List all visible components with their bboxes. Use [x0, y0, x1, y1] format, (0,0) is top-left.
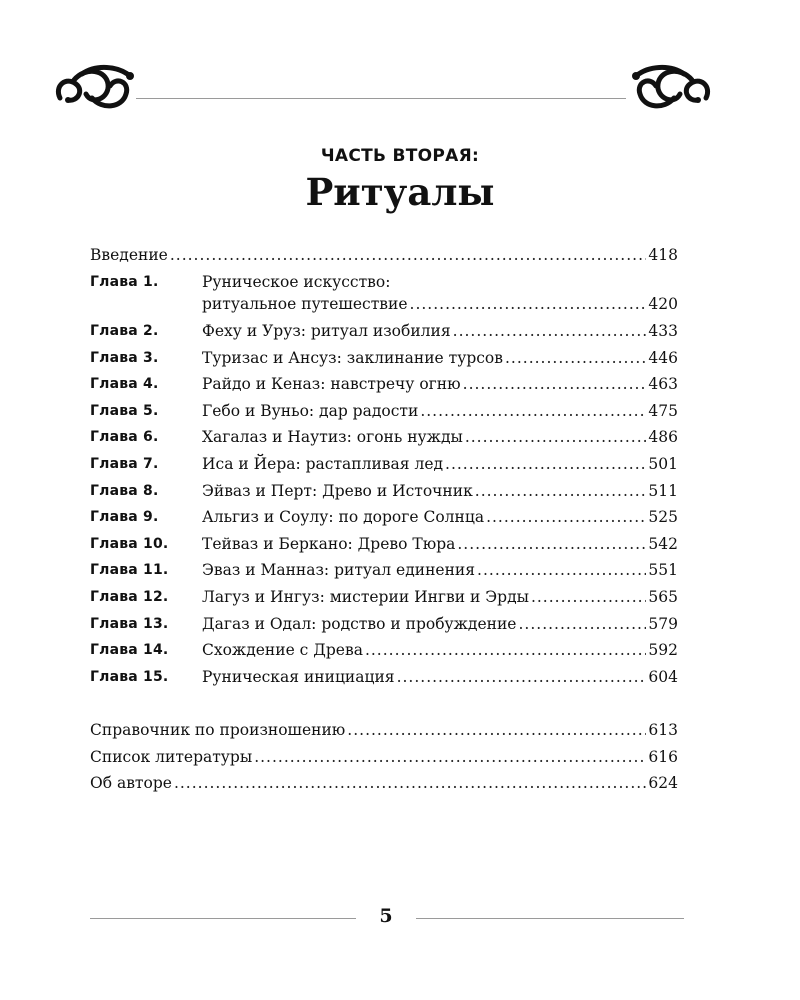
toc-entry-chapter-3: [90, 347, 678, 369]
chapter-label: Глава 15.: [90, 668, 169, 685]
toc-entry-chapter-14: [90, 639, 678, 661]
toc-entry-chapter-1-cont: [90, 293, 678, 315]
toc-entry-title: Иса и Йера: растапливая лед: [202, 455, 444, 473]
toc-entry-page: 551: [648, 561, 678, 580]
toc-entry-chapter-6: [90, 426, 678, 448]
toc-entry-title: Тейваз и Беркано: Древо Тюра: [202, 534, 456, 553]
toc-entry-chapter-1: [90, 271, 678, 293]
toc-entry-title: Введение: [90, 246, 168, 264]
toc-entry-page: 579: [648, 614, 678, 633]
toc-entry-page: 463: [648, 375, 678, 394]
chapter-label: Глава 11.: [90, 562, 169, 579]
dot-leader: [254, 746, 646, 768]
dot-leader: [170, 244, 647, 266]
toc-entry-page: 604: [648, 667, 678, 686]
toc-entry-chapter-15: [90, 666, 678, 688]
toc-entry-page: 525: [648, 508, 678, 527]
toc-entry-title: Схождение с Древа: [202, 641, 363, 660]
toc-entry-chapter-12: [90, 586, 678, 608]
toc-entry-page: 433: [648, 322, 678, 340]
toc-entry-appendix-bibliography: [90, 746, 678, 768]
toc-entry-title: Об авторе: [90, 774, 172, 793]
chapter-label: Глава 12.: [90, 589, 169, 605]
toc-entry-chapter-8: [90, 480, 678, 502]
toc-entry-chapter-4: [90, 373, 678, 395]
toc-entry-page: 565: [648, 588, 678, 606]
dot-leader: [477, 559, 646, 581]
footer-rule-left: [90, 918, 356, 919]
chapter-label: Глава 10.: [90, 535, 169, 552]
toc-entry-title: Феху и Уруз: ритуал изобилия: [202, 322, 451, 340]
toc-entry-title: Справочник по произношению: [90, 721, 346, 739]
toc-entry-page: 446: [648, 348, 678, 367]
toc-entry-appendix-author: [90, 772, 678, 794]
toc-entry-title: Альгиз и Соулу: по дороге Солнца: [202, 508, 485, 527]
toc-entry-title: Хагалаз и Наутиз: огонь нужды: [202, 428, 463, 447]
toc-entry-chapter-7: [90, 453, 678, 475]
toc-entry-title: Райдо и Кеназ: навстречу огню: [202, 375, 461, 394]
chapter-label: Глава 6.: [90, 429, 159, 446]
toc-entry-page: 616: [648, 747, 678, 766]
part-title: Ритуалы: [305, 170, 495, 214]
chapter-label: Глава 3.: [90, 349, 159, 366]
toc-entry-title: Руническое искусство:: [202, 273, 391, 291]
footer-rule-right: [416, 918, 684, 919]
toc-entry-page: 592: [648, 641, 678, 660]
part-heading: ЧАСТЬ ВТОРАЯ:: [320, 146, 480, 166]
chapter-label: Глава 7.: [90, 456, 159, 472]
dot-leader: [505, 347, 646, 369]
toc-entry-appendix-pronunciation: [90, 719, 678, 741]
page-number: 5: [379, 905, 393, 927]
chapter-label: Глава 14.: [90, 642, 169, 659]
chapter-label: Глава 8.: [90, 482, 159, 499]
toc-entry-title: Эйваз и Перт: Древо и Источник: [202, 481, 473, 500]
toc-entry-title: Дагаз и Одал: родство и пробуждение: [202, 614, 517, 633]
dot-leader: [531, 586, 646, 608]
toc-entry-title: Лагуз и Ингуз: мистерии Ингви и Эрды: [202, 588, 529, 606]
toc-entry-title: ритуальное путешествие: [202, 295, 408, 313]
dot-leader: [365, 639, 646, 661]
chapter-label: Глава 9.: [90, 509, 159, 526]
toc-entry-chapter-5: [90, 400, 678, 422]
dot-leader: [347, 719, 646, 741]
dot-leader: [486, 506, 646, 528]
header-rule: [136, 98, 626, 99]
chapter-label: Глава 4.: [90, 376, 159, 393]
toc-entry-page: 418: [648, 246, 678, 264]
toc-entry-chapter-2: [90, 320, 678, 342]
dot-leader: [453, 320, 647, 342]
celtic-knot-icon: [630, 62, 714, 114]
dot-leader: [174, 772, 646, 794]
chapter-label: Глава 5.: [90, 402, 159, 419]
dot-leader: [475, 480, 647, 502]
toc-entry-title: Руническая инициация: [202, 667, 395, 686]
toc-entry-intro: [90, 244, 678, 266]
dot-leader: [445, 453, 646, 475]
dot-leader: [518, 613, 646, 635]
toc-entry-chapter-10: [90, 533, 678, 555]
toc-entry-chapter-11: [90, 559, 678, 581]
chapter-label: Глава 1.: [90, 274, 159, 290]
toc-entry-chapter-13: [90, 613, 678, 635]
toc-entry-page: 542: [648, 534, 678, 553]
chapter-label: Глава 2.: [90, 323, 159, 339]
dot-leader: [410, 293, 647, 315]
dot-leader: [463, 373, 647, 395]
dot-leader: [457, 533, 646, 555]
toc-entry-page: 486: [648, 428, 678, 447]
toc-entry-title: Туризас и Ансуз: заклинание турсов: [202, 348, 503, 367]
toc-entry-page: 420: [648, 295, 678, 313]
toc-entry-title: Гебо и Вуньо: дар радости: [202, 401, 419, 420]
dot-leader: [465, 426, 647, 448]
toc-entry-title: Список литературы: [90, 747, 253, 766]
dot-leader: [420, 400, 646, 422]
toc-entry-page: 475: [648, 401, 678, 420]
toc-entry-title: Эваз и Манназ: ритуал единения: [202, 561, 476, 580]
toc-entry-page: 624: [648, 774, 678, 793]
toc-entry-chapter-9: [90, 506, 678, 528]
toc-entry-page: 501: [648, 455, 678, 473]
dot-leader: [397, 666, 647, 688]
chapter-label: Глава 13.: [90, 615, 169, 632]
toc-entry-page: 511: [648, 481, 678, 500]
toc-entry-page: 613: [648, 721, 678, 739]
celtic-knot-icon: [52, 62, 136, 114]
